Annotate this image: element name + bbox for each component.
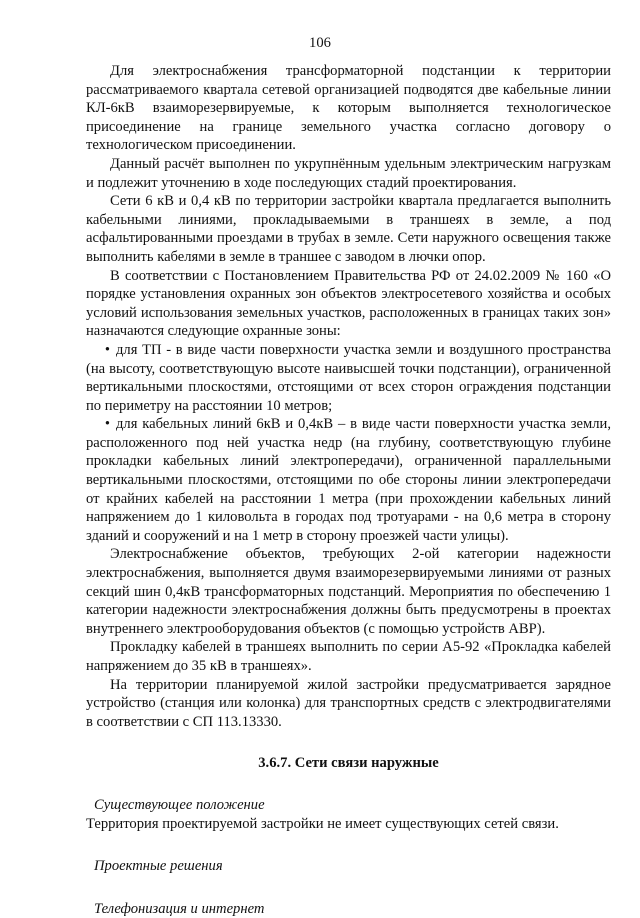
- paragraph-cable-laying: Прокладку кабелей в траншеях выполнить по серии А5-92 «Прокладка кабелей напряжением до 35 кВ в траншеях».: [86, 639, 611, 674]
- paragraph-charging-station: На территории планируемой жилой застройки предусматривается зарядное устройство (станция или колонка) для транспортных средств с электродвигателями в соответствии с СП 113.13330.: [86, 676, 611, 730]
- paragraph-calculation: Данный расчёт выполнен по укрупнённым удельным электрическим нагрузкам и подлежит уточнению в ходе последующих стадий проектирования.: [86, 155, 611, 191]
- paragraph-cable-networks: Сети 6 кВ и 0,4 кВ по территории застройки квартала предлагается выполнить кабельными линиями, прокладываемыми в траншеях в земле, а под асфальтированными проездами в трубах в земле. Сети наружного освещения также выполнить кабелями в земле в траншее с заводом в лючки опор.: [86, 193, 611, 265]
- bullet-item-cable-lines: [86, 415, 611, 545]
- spacer: [86, 833, 611, 857]
- paragraph-existing: Территория проектируемой застройки не имеет существующих сетей связи.: [86, 815, 559, 832]
- spacer: [86, 876, 611, 900]
- subsection-design-title: Проектные решения: [94, 858, 223, 875]
- page-number: 106: [309, 35, 331, 51]
- bullet-marker: •: [104, 416, 110, 433]
- subsection-telephony-title: Телефонизация и интернет: [94, 900, 265, 917]
- paragraph-protection-zones: В соответствии с Постановлением Правительства РФ от 24.02.2009 № 160 «О порядке установления охранных зон объектов электросетевого хозяйства и особых условий использования земельных участков, расположенных в границах таких зон» назначаются следующие охранные зоны:: [86, 267, 611, 340]
- section-heading: 3.6.7. Сети связи наружные: [258, 755, 439, 772]
- paragraph-reliability: Электроснабжение объектов, требующих 2-ой категории надежности электроснабжения, выполняется двумя взаиморезервируемыми линиями от разных секций шин 0,4кВ трансформаторных подстанций. Мероприятия по обеспечению 1 категории надежности электроснабжения должны быть предусмотрены в проектах внутреннего электрооборудования объектов (с помощью устройств АВР).: [86, 546, 611, 637]
- bullet-text: для ТП - в виде части поверхности участка земли и воздушного пространства (на высоту, соответствующую высоте наивысшей точки подстанции), ограниченной вертикальными плоскостями, отстоящими от всех сторон ограждения подстанции по периметру на расстоянии 10 метров;: [86, 341, 611, 414]
- document-body: [86, 62, 611, 918]
- bullet-marker: •: [104, 341, 110, 358]
- subsection-existing-title: Существующее положение: [94, 796, 265, 813]
- bullet-item-tp: [86, 341, 611, 415]
- paragraph-power-supply: Для электроснабжения трансформаторной подстанции к территории рассматриваемого квартала сетевой организацией подводятся две кабельные линии КЛ-6кВ взаиморезервируемые, к которым выполняется технологическое присоединение на границе земельного участка согласно договору о технологическом присоединении.: [86, 63, 611, 154]
- bullet-text: для кабельных линий 6кВ и 0,4кВ – в виде части поверхности участка земли, расположенного под ней участка недр (на глубину, соответствующую глубине прокладки кабельных линий электропередачи), ограниченной параллельными вертикальными плоскостями, отстоящими по обе стороны линии электропередачи от крайних кабелей на расстоянии 1 метра (при прохождении кабельных линий напряжением до 1 киловольта в городах под тротуарами - на 0,6 метра в сторону зданий и сооружений и на 1 метр в сторону проезжей части улицы).: [86, 416, 611, 544]
